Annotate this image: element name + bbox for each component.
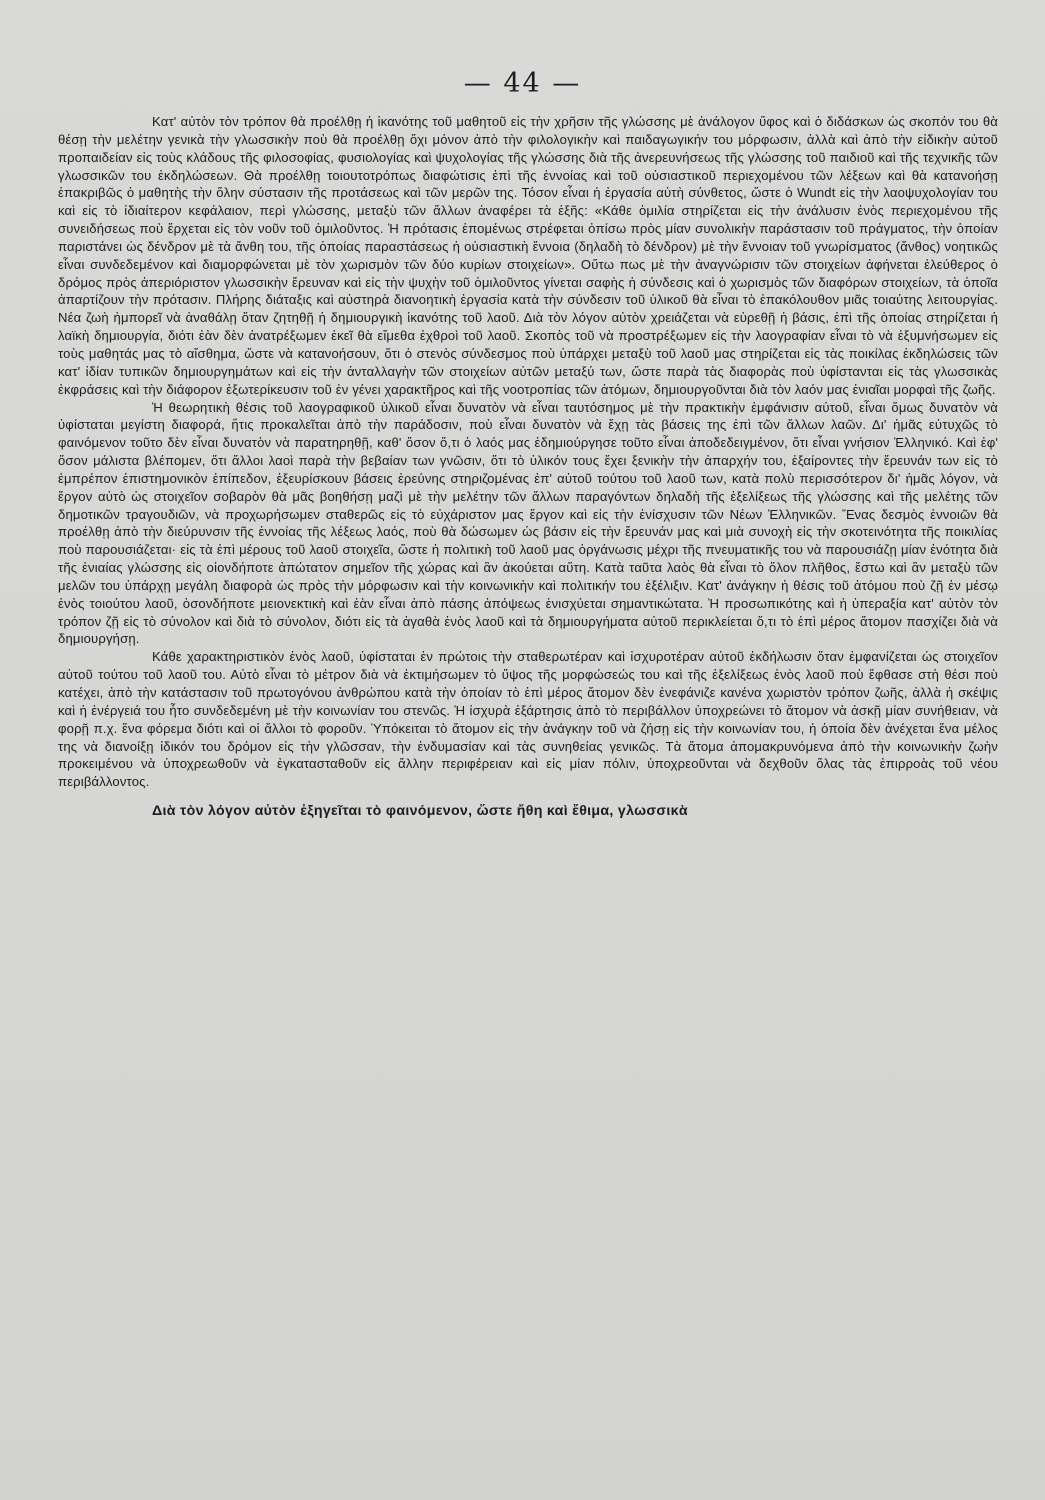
body-text — [58, 113, 998, 821]
paragraph-4-continued: Διὰ τὸν λόγον αὐτὸν ἐξηγεῖται τὸ φαινόμενον, ὥστε ἤθη καὶ ἔθιμα, γλωσσικὰ — [152, 803, 688, 820]
paragraph-3: Κάθε χαρακτηριστικὸν ἑνὸς λαοῦ, ὑφίσταται ἐν πρώτοις τὴν σταθερωτέραν καὶ ἰσχυροτέραν αὐτοῦ ἐκδήλωσιν ὅταν ἐμφανίζεται ὡς στοιχεῖον αὐτοῦ τούτου τοῦ λαοῦ του. Αὐτὸ εἶναι τὸ μέτρον διὰ νὰ ἐκτιμήσωμεν τὸ ὕψος τῆς μορφώσεώς του καὶ τῆς ἐξελίξεως ἑνὸς λαοῦ ποὺ ἔφθασε στὴ θέσι ποὺ κατέχει, ἀπὸ τὴν κατάστασιν τοῦ πρωτογόνου ἀνθρώπου κατὰ τὴν ὁποίαν τὸ ἐπὶ μέρος ἄτομον δὲν ἐνεφάνιζε κανένα χωριστὸν τρόπον ζωῆς, ἀλλὰ ἡ σκέψις καὶ ἡ ἐνέργειά του ἦτο συνδεδεμένη μὲ τὴν κοινωνίαν του στενῶς. Ἡ ἰσχυρὰ ἐξάρτησις ἀπὸ τὸ περιβάλλον ὑποχρεώνει τὸ ἄτομον νὰ ἀσκῇ μίαν συνήθειαν, νὰ φορῇ π.χ. ἕνα φόρεμα διότι καὶ οἱ ἄλλοι τὸ φοροῦν. Ὑπόκειται τὸ ἄτομον εἰς τὴν ἀνάγκην τοῦ νὰ ζήσῃ εἰς τὴν κοινωνίαν του, ἡ ὁποία δὲν ἀνέχεται ἕνα μέλος της νὰ διανοίξῃ ἰδικόν του δρόμον εἰς τὴν γλῶσσαν, τὴν ἐνδυμασίαν καὶ τὰς συνηθείας γενικῶς. Τὰ ἄτομα ἀπομακρυνόμενα ἀπὸ τὴν κοινωνικὴν ζωὴν προκειμένου νὰ ὑποχρεωθοῦν νὰ ἐγκατασταθοῦν εἰς ἄλλην περιφέρειαν καὶ εἰς μίαν πόλιν, ὑποχρεοῦνται νὰ δεχθοῦν ὅλας τὰς ἐπιρροὰς τοῦ νέου περιβάλλοντος. — [58, 649, 998, 790]
paragraph-2: Ἡ θεωρητικὴ θέσις τοῦ λαογραφικοῦ ὑλικοῦ εἶναι δυνατὸν νὰ εἶναι ταυτόσημος μὲ τὴν πρακτικὴν ἐμφάνισιν αὐτοῦ, εἶναι ὅμως δυνατὸν νὰ ὑφίσταται μεγίστη διαφορά, ἥτις προκαλεῖται ἀπὸ τὴν παράδοσιν, ποὺ εἶναι δυνατὸν νὰ ἔχῃ τὰς βάσεις της ἐπὶ τῶν ἄλλων λαῶν. Δι' ἡμᾶς εὐτυχῶς τὸ φαινόμενον τοῦτο δὲν εἶναι δυνατὸν νὰ παρατηρηθῇ, καθ' ὅσον ὅ,τι ὁ λαός μας ἐδημιούργησε τοῦτο εἶναι ἀποδεδειγμένον, ὅτι εἶναι γνήσιον Ἑλληνικό. Καὶ ἐφ' ὅσον μάλιστα βλέπομεν, ὅτι ἄλλοι λαοὶ παρὰ τὴν βεβαίαν των γνῶσιν, ὅτι τὸ ὑλικόν τους ἔχει ξενικὴν τὴν ἀπαρχήν του, ἐξαίροντες τὴν ἔρευνάν των εἰς τὸ ἐμπρέπον ἐπιστημονικὸν ἐπίπεδον, ἐξευρίσκουν βάσεις ἐρεύνης στηριζομένας ἐπ' αὐτοῦ τούτου τοῦ λαοῦ των, κατὰ πολὺ περισσότερον δι' ἡμᾶς λόγον, νὰ ἔργον αὐτὸ ὡς στοιχεῖον σοβαρὸν θὰ μᾶς βοηθήσῃ μαζὶ μὲ τὴν μελέτην τῶν ἄλλων παραγόντων δηλαδὴ τῆς ἐξελίξεως τῆς γλώσσης καὶ τῆς μελέτης τῶν δημοτικῶν τραγουδιῶν, νὰ προχωρήσωμεν σταθερῶς εἰς τὸ εὐχάριστον μας ἔργον καὶ εἰς τὴν ἐνίσχυσιν τῶν Νέων Ἑλληνικῶν. Ἕνας δεσμὸς ἐννοιῶν θὰ προέλθῃ ἀπὸ τὴν διεύρυνσιν τῆς ἐννοίας τῆς λέξεως λαός, ποὺ θὰ δώσωμεν ὡς βάσιν εἰς τὴν ἔρευνάν μας καὶ μιὰ συνοχὴ εἰς τὴν σκοτεινότητα τῆς ποικιλίας ποὺ παρουσιάζεται· εἰς τὰ ἐπὶ μέρους τοῦ λαοῦ στοιχεῖα, ὥστε ἡ πολιτικὴ τοῦ λαοῦ μας ὀργάνωσις μέχρι τῆς πνευματικῆς του νὰ παρουσιάζῃ μίαν ἑνότητα διὰ τῆς ἑνιαίας γλώσσης εἰς οἱονδήποτε ἀπώτατον σημεῖον τῆς χώρας καὶ ἂν ἀκούεται αὕτη. Κατὰ ταῦτα λαὸς θὰ εἶναι τὸ ὅλον πλῆθος, ἔστω καὶ ἂν μεταξὺ τῶν μελῶν του ὑπάρχῃ μεγάλη διαφορὰ ὡς πρὸς τὴν μόρφωσιν καὶ τὴν κοινωνικὴν καὶ πολιτικήν του ἐξέλιξιν. Κατ' ἀνάγκην ἡ θέσις τοῦ ἀτόμου ποὺ ζῇ ἐν μέσῳ ἑνὸς τοιούτου λαοῦ, ὁσονδήποτε μειονεκτικὴ καὶ ἐὰν εἶναι ἀπὸ πάσης ἀπόψεως ἐνισχύεται σημαντικώτατα. Ἡ προσωπικότης καὶ ἡ ὑπεραξία κατ' αὐτὸν τὸν τρόπον ζῇ εἰς τὸ σύνολον καὶ διὰ τὸ σύνολον, διότι εἰς τὰ ἀγαθὰ ἑνὸς λαοῦ καὶ τὰ δημιουργήματα αὐτοῦ περικλείεται ὅ,τι τὸ ἐπὶ μέρος ἄτομον πασχίζει διὰ νὰ δημιουργήσῃ. — [58, 399, 998, 647]
page-number: — 44 — — [463, 68, 582, 99]
paragraph-1: Κατ' αὐτὸν τὸν τρόπον θὰ προέλθῃ ἡ ἱκανότης τοῦ μαθητοῦ εἰς τὴν χρῆσιν τῆς γλώσσης μὲ ἀνάλογον ὕφος καὶ ὁ διδάσκων ὡς σκοπόν του θὰ θέσῃ τὴν μελέτην γενικὰ τὴν γλωσσικὴν ποὺ θὰ προέλθῃ ὄχι μόνον ἀπὸ τὴν φιλολογικὴν καὶ παιδαγωγικήν του μόρφωσιν, ἀλλὰ καὶ ἀπὸ τὴν εἰδικὴν αὐτοῦ προπαιδείαν εἰς τοὺς κλάδους τῆς φιλοσοφίας, φυσιολογίας καὶ ψυχολογίας τῆς γλώσσης διὰ τῆς ἀνερευνήσεως τῆς γλώσσης τοῦ παιδιοῦ καὶ τῆς τεχνικῆς τῶν γλωσσικῶν του ἐκδηλώσεων. Θὰ προέλθῃ τοιουτοτρόπως διαφώτισις ἐπὶ τῆς ἐννοίας καὶ τοῦ οὐσιαστικοῦ περιεχομένου τῶν λέξεων καὶ θὰ κατανοήσῃ ἐπακριβῶς ὁ μαθητὴς τὴν ὅλην σύστασιν τῆς προτάσεως καὶ τῶν μερῶν της. Τόσον εἶναι ἡ ἐργασία αὐτὴ σύνθετος, ὥστε ὁ Wundt εἰς τὴν λαοψυχολογίαν του καὶ εἰς τὸ ἰδιαίτερον κεφάλαιον, περὶ γλώσσης, μεταξὺ τῶν ἄλλων ἀναφέρει τὰ ἑξῆς: «Κάθε ὁμιλία στηρίζεται εἰς τὴν ἀνάλυσιν ἑνὸς περιεχομένου τῆς συνειδήσεως ποὺ ἔρχεται εἰς τὸν νοῦν τοῦ ὁμιλοῦντος. Ἡ πρότασις ἑπομένως στρέφεται ὀπίσω πρὸς μίαν συνολικὴν παράστασιν τοῦ πράγματος, τὴν ὁποίαν παριστάνει ὡς δένδρον μὲ τὰ ἄνθη του, τῆς ὁποίας παραστάσεως ἡ οὐσιαστικὴ ἔννοια (δηλαδὴ τὸ δένδρον) μὲ τὴν ἔννοιαν τοῦ γνωρίσματος (ἄνθος) νοητικῶς εἶναι συνδεδεμένον καὶ διαμορφώνεται μὲ τὸν χωρισμὸν τῶν δύο κυρίων στοιχείων». Οὕτω πως μὲ τὴν ἀναγνώρισιν τῶν στοιχείων ἀφήνεται ἐλεύθερος ὁ δρόμος πρὸς ἀπεριόριστον γλωσσικὴν ἔρευναν καὶ εἰς τὴν ψυχὴν τοῦ ὁμιλοῦντος γίνεται σαφὴς ἡ σύνδεσις καὶ ὁ χωρισμὸς τῶν διαφόρων στοιχείων, τὰ ὁποῖα ἀπαρτίζουν τὴν πρότασιν. Πλήρης διάταξις καὶ αὐστηρὰ διανοητικὴ ἐργασία κατὰ τὴν σύνδεσιν τοῦ ὑλικοῦ θὰ εἶναι τὸ ἐπακόλουθον μιᾶς τοιαύτης λειτουργίας. Νέα ζωὴ ἠμπορεῖ νὰ ἀναθάλῃ ὅταν ζητηθῇ ἡ δημιουργικὴ ἱκανότης τοῦ λαοῦ. Διὰ τὸν λόγον αὐτὸν χρειάζεται νὰ εὑρεθῇ ἡ βάσις, ἐπὶ τῆς ὁποίας στηρίζεται ἡ λαϊκὴ δημιουργία, διότι ἐὰν δὲν ἀνατρέξωμεν ἐκεῖ θὰ εἴμεθα ἐχθροὶ τοῦ λαοῦ. Σκοπὸς τοῦ νὰ προστρέξωμεν εἰς τὴν λαογραφίαν εἶναι τὸ νὰ ἐξυμνήσωμεν εἰς τοὺς μαθητάς μας τὸ αἴσθημα, ὥστε νὰ κατανοήσουν, ὅτι ὁ στενὸς σύνδεσμος ποὺ ὑπάρχει μεταξὺ τοῦ λαοῦ μας στηρίζεται εἰς τὰς ποικίλας ἐκδηλώσεις τῶν κατ' ἰδίαν τυπικῶν δημιουργημάτων καὶ εἰς τὴν ἀνταλλαγὴν τῶν στοιχείων αὐτῶν μεταξύ των, ὥστε παρὰ τὰς διαφορὰς ποὺ ὑφίστανται εἰς τὰς γλωσσικὰς ἐκφράσεις καὶ τὴν διάφορον ἐξωτερίκευσιν τοῦ ἐν γένει χαρακτῆρος καὶ τῆς νοοτροπίας τῶν ἀτόμων, δημιουργοῦνται διὰ τὸν λαόν μας ἑνιαῖαι μορφαὶ τῆς ζωῆς. — [58, 114, 998, 397]
